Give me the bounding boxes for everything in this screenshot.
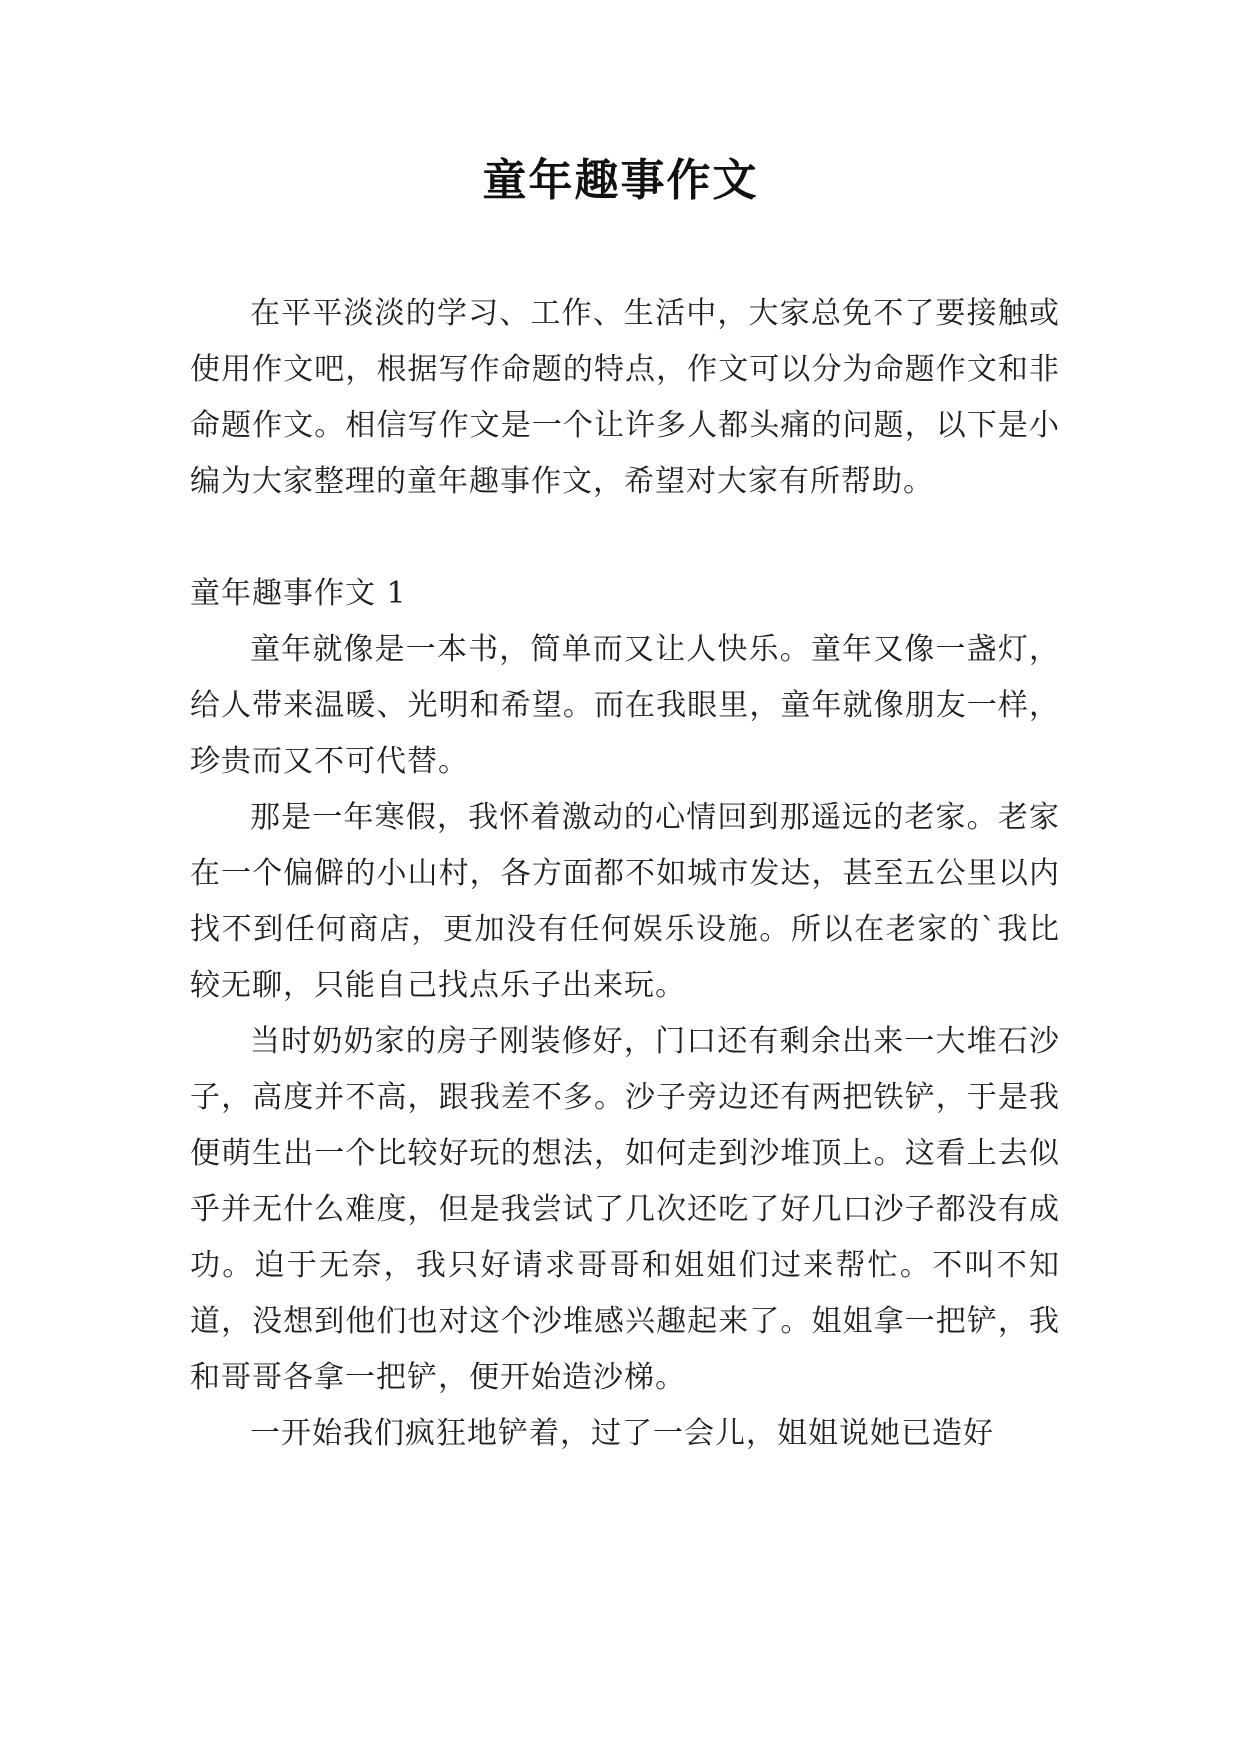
document-body (190, 286, 1060, 1462)
document-title: 童年趣事作文 (482, 155, 759, 206)
intro-paragraph: 在平平淡淡的学习、工作、生活中，大家总免不了要接触或使用作文吧，根据写作命题的特点，作文可以分为命题作文和非命题作文。相信写作文是一个让许多人都头痛的问题，以下是小编为大家整理的童年趣事作文，希望对大家有所帮助。 (190, 296, 1060, 499)
body-paragraph: 那是一年寒假，我怀着激动的心情回到那遥远的老家。老家在一个偏僻的小山村，各方面都不如城市发达，甚至五公里以内找不到任何商店，更加没有任何娱乐设施。所以在老家的`我比较无聊，只能自己找点乐子出来玩。 (190, 800, 1060, 1003)
body-paragraph: 童年就像是一本书，简单而又让人快乐。童年又像一盏灯，给人带来温暖、光明和希望。而在我眼里，童年就像朋友一样，珍贵而又不可代替。 (190, 632, 1060, 779)
section-heading: 童年趣事作文 1 (190, 576, 407, 611)
body-paragraph: 当时奶奶家的房子刚装修好，门口还有剩余出来一大堆石沙子，高度并不高，跟我差不多。沙子旁边还有两把铁铲，于是我便萌生出一个比较好玩的想法，如何走到沙堆顶上。这看上去似乎并无什么难度，但是我尝试了几次还吃了好几口沙子都没有成功。迫于无奈，我只好请求哥哥和姐姐们过来帮忙。不叫不知道，没想到他们也对这个沙堆感兴趣起来了。姐姐拿一把铲，我和哥哥各拿一把铲，便开始造沙梯。 (190, 1024, 1060, 1395)
body-paragraph: 一开始我们疯狂地铲着，过了一会儿，姐姐说她已造好 (250, 1416, 994, 1451)
